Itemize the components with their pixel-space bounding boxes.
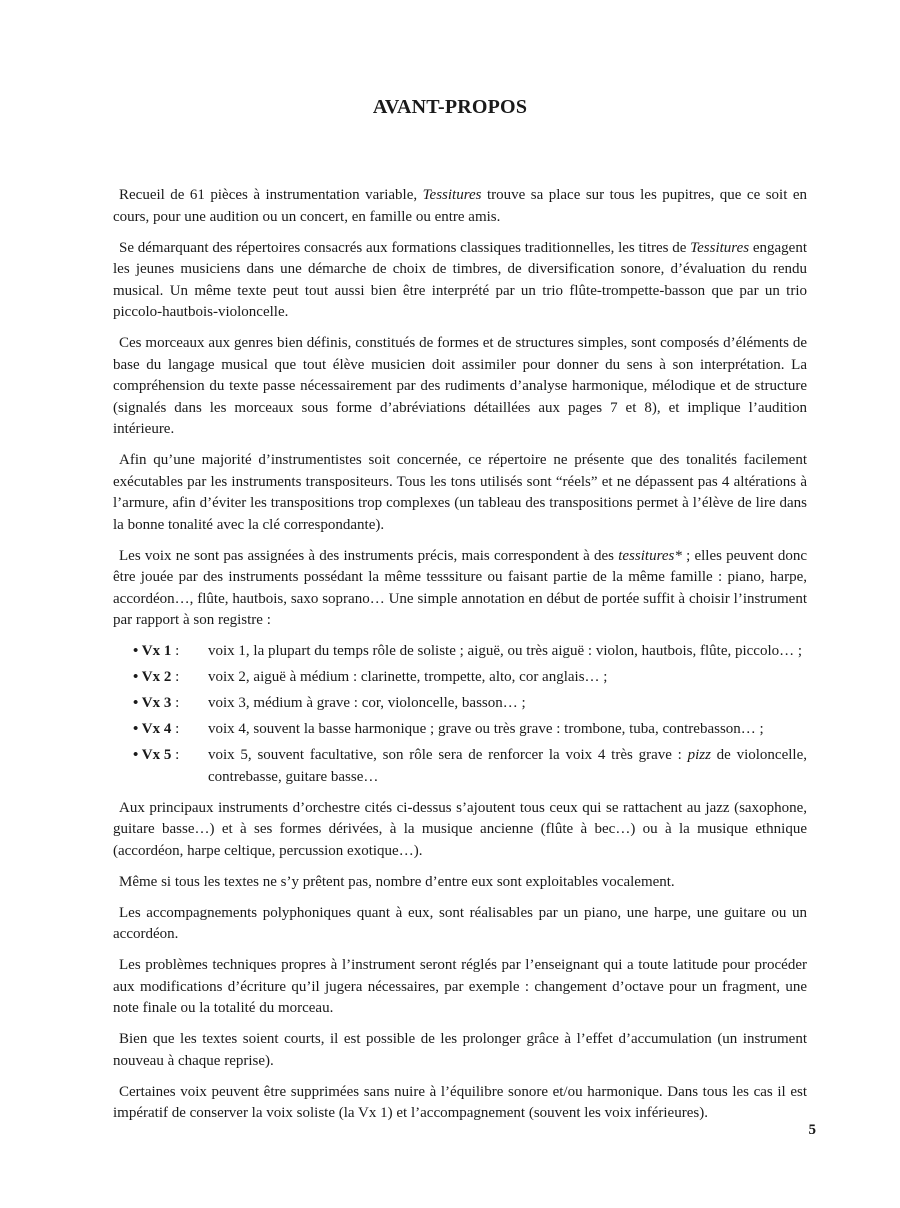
voice-item bbox=[113, 667, 807, 689]
voice-item bbox=[113, 719, 807, 741]
voice-label: • Vx 3 : bbox=[133, 695, 180, 711]
voice-item bbox=[113, 641, 807, 663]
voice-description: voix 2, aiguë à médium : clarinette, trompette, alto, cor anglais… ; bbox=[208, 669, 608, 685]
paragraph: Même si tous les textes ne s’y prêtent pas, nombre d’entre eux sont exploitables vocalement. bbox=[119, 873, 675, 890]
body-text bbox=[113, 185, 807, 1134]
voice-label: • Vx 1 : bbox=[133, 643, 180, 659]
paragraph: Les problèmes techniques propres à l’instrument seront réglés par l’enseignant qui a toute latitude pour procéder aux modifications d’écriture qu’il jugera nécessaires, par exemple : changement d’octave pour un fragment, une note finale ou la totalité du morceau. bbox=[113, 957, 807, 1016]
voice-item bbox=[113, 745, 807, 788]
voice-label: • Vx 5 : bbox=[133, 747, 180, 763]
voice-item bbox=[113, 693, 807, 715]
voice-description: voix 3, médium à grave : cor, violoncelle, basson… ; bbox=[208, 695, 526, 711]
voice-label: • Vx 4 : bbox=[133, 721, 180, 737]
paragraph: Afin qu’une majorité d’instrumentistes soit concernée, ce répertoire ne présente que des tonalités facilement exécutables par les instruments transpositeurs. Tous les tons utilisés sont “réels” et ne dépassent pas 4 altérations à l’armure, afin d’éviter les transpositions trop complexes (un tableau des transpositions permet à l’élève de lire dans la bonne tonalité avec la clé correspondante). bbox=[113, 452, 807, 533]
page-number: 5 bbox=[808, 1122, 816, 1138]
italic-term: pizz bbox=[687, 747, 711, 763]
intro-section bbox=[113, 185, 807, 632]
voice-description: voix 1, la plupart du temps rôle de soliste ; aiguë, ou très aiguë : violon, hautbois, flûte, piccolo… ; bbox=[208, 643, 803, 659]
paragraph: Bien que les textes soient courts, il est possible de les prolonger grâce à l’effet d’accumulation (un instrument nouveau à chaque reprise). bbox=[113, 1031, 807, 1069]
voice-description: voix 4, souvent la basse harmonique ; grave ou très grave : trombone, tuba, contrebasson… ; bbox=[208, 721, 764, 737]
paragraph: Se démarquant des répertoires consacrés aux formations classiques traditionnelles, les titres de Tessitures engagent les jeunes musiciens dans une démarche de choix de timbres, de diversification sonore, d’évaluation du rendu musical. Un même texte peut tout aussi bien être interprété par un trio flûte-trompette-basson que par un trio piccolo-hautbois-violoncelle. bbox=[113, 239, 807, 320]
page-title: AVANT-PROPOS bbox=[372, 96, 528, 118]
paragraph: Ces morceaux aux genres bien définis, constitués de formes et de structures simples, sont composés d’éléments de base du langage musical que tout élève musicien doit assimiler pour donner du sens à son interprétation. La compréhension du texte passe nécessairement par des rudiments d’analyse harmonique, mélodique et de structure (signalés dans les morceaux sous forme d’abréviations détaillées aux pages 7 et 8), et implique l’audition intérieure. bbox=[113, 335, 807, 437]
voice-description: voix 5, souvent facultative, son rôle sera de renforcer la voix 4 très grave : pizz de violoncelle, contrebasse, guitare basse… bbox=[208, 747, 807, 785]
paragraph: Aux principaux instruments d’orchestre cités ci-dessus s’ajoutent tous ceux qui se rattachent au jazz (saxophone, guitare basse…) et à ses formes dérivées, à la musique ancienne (flûte à bec…) ou à la musique ethnique (accordéon, harpe celtique, percussion exotique…). bbox=[113, 799, 807, 859]
paragraph: Recueil de 61 pièces à instrumentation variable, Tessitures trouve sa place sur tous les pupitres, que ce soit en cours, pour une audition ou un concert, en famille ou entre amis. bbox=[113, 187, 807, 225]
outro-section bbox=[113, 798, 807, 1125]
italic-term: Tessitures bbox=[690, 239, 750, 256]
voice-list bbox=[113, 641, 807, 788]
italic-term: tessitures* bbox=[618, 547, 682, 564]
voice-label: • Vx 2 : bbox=[133, 669, 180, 685]
paragraph: Les accompagnements polyphoniques quant à eux, sont réalisables par un piano, une harpe, une guitare ou un accordéon. bbox=[113, 904, 807, 942]
paragraph: Les voix ne sont pas assignées à des instruments précis, mais correspondent à des tessitures* ; elles peuvent donc être jouée par des instruments possédant la même tesssiture ou faisant partie de la même famille : piano, harpe, accordéon…, flûte, hautbois, saxo soprano… Une simple annotation en début de portée suffit à choisir l’instrument par rapport à son registre : bbox=[113, 547, 807, 628]
paragraph: Certaines voix peuvent être supprimées sans nuire à l’équilibre sonore et/ou harmonique. Dans tous les cas il est impératif de conserver la voix soliste (la Vx 1) et l’accompagnement (souvent les voix inférieures). bbox=[113, 1083, 807, 1121]
italic-term: Tessitures bbox=[422, 187, 482, 203]
